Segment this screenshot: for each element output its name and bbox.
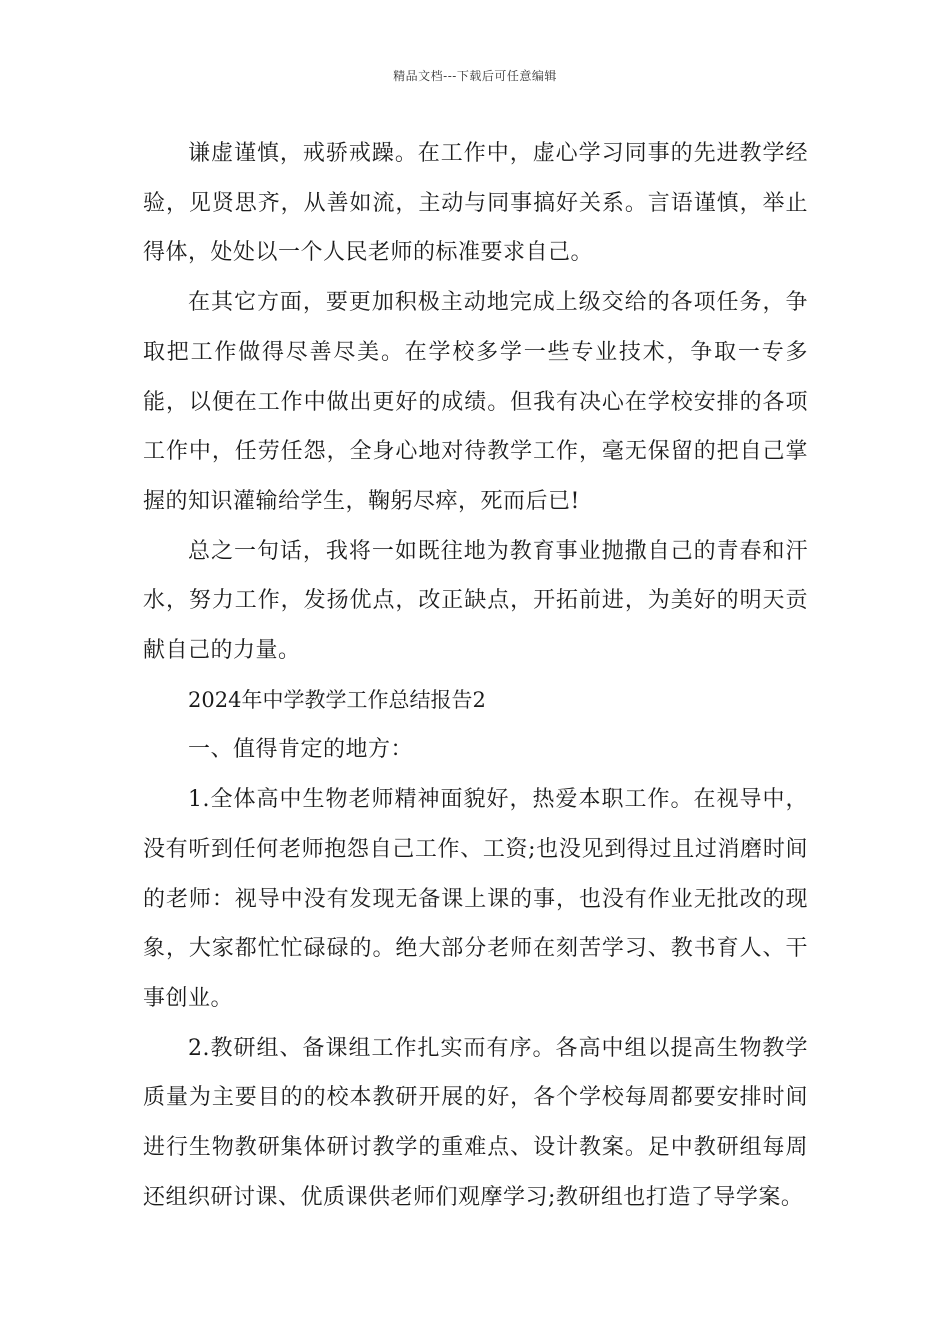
document-body (143, 129, 808, 1222)
paragraph-modesty: 谦虚谨慎，戒骄戒躁。在工作中，虚心学习同事的先进教学经验，见贤思齐，从善如流，主动与同事搞好关系。言语谨慎，举止得体，处处以一个人民老师的标准要求自己。 (143, 141, 808, 266)
section-heading-positives: 一、值得肯定的地方： (188, 737, 414, 763)
paragraph-point-2: 2.教研组、备课组工作扎实而有序。各高中组以提高生物教学质量为主要目的的校本教研开展的好，各个学校每周都要安排时间进行生物教研集体研讨教学的重难点、设计教案。足中教研组每周还组织研讨课、优质课供老师们观摩学习;教研组也打造了导学案。 (143, 1035, 808, 1210)
paragraph-point-1: 1.全体高中生物老师精神面貌好，热爱本职工作。在视导中，没有听到任何老师抱怨自己工作、工资;也没见到得过且过消磨时间的老师：视导中没有发现无备课上课的事，也没有作业无批改的现象，大家都忙忙碌碌的。绝大部分老师在刻苦学习、教书育人、干事创业。 (143, 787, 808, 1011)
paragraph-conclusion: 总之一句话，我将一如既往地为教育事业抛撒自己的青春和汗水，努力工作，发扬优点，改正缺点，开拓前进，为美好的明天贡献自己的力量。 (143, 538, 808, 664)
paragraph-other-aspects: 在其它方面，要更加积极主动地完成上级交给的各项任务，争取把工作做得尽善尽美。在学校多学一些专业技术，争取一专多能，以便在工作中做出更好的成绩。但我有决心在学校安排的各项工作中，任劳任怨，全身心地对待教学工作，毫无保留的把自己掌握的知识灌输给学生，鞠躬尽瘁，死而后已! (143, 290, 808, 514)
page-header: 精品文档---下载后可任意编辑 (393, 69, 557, 83)
report-title: 2024年中学教学工作总结报告2 (188, 687, 486, 712)
